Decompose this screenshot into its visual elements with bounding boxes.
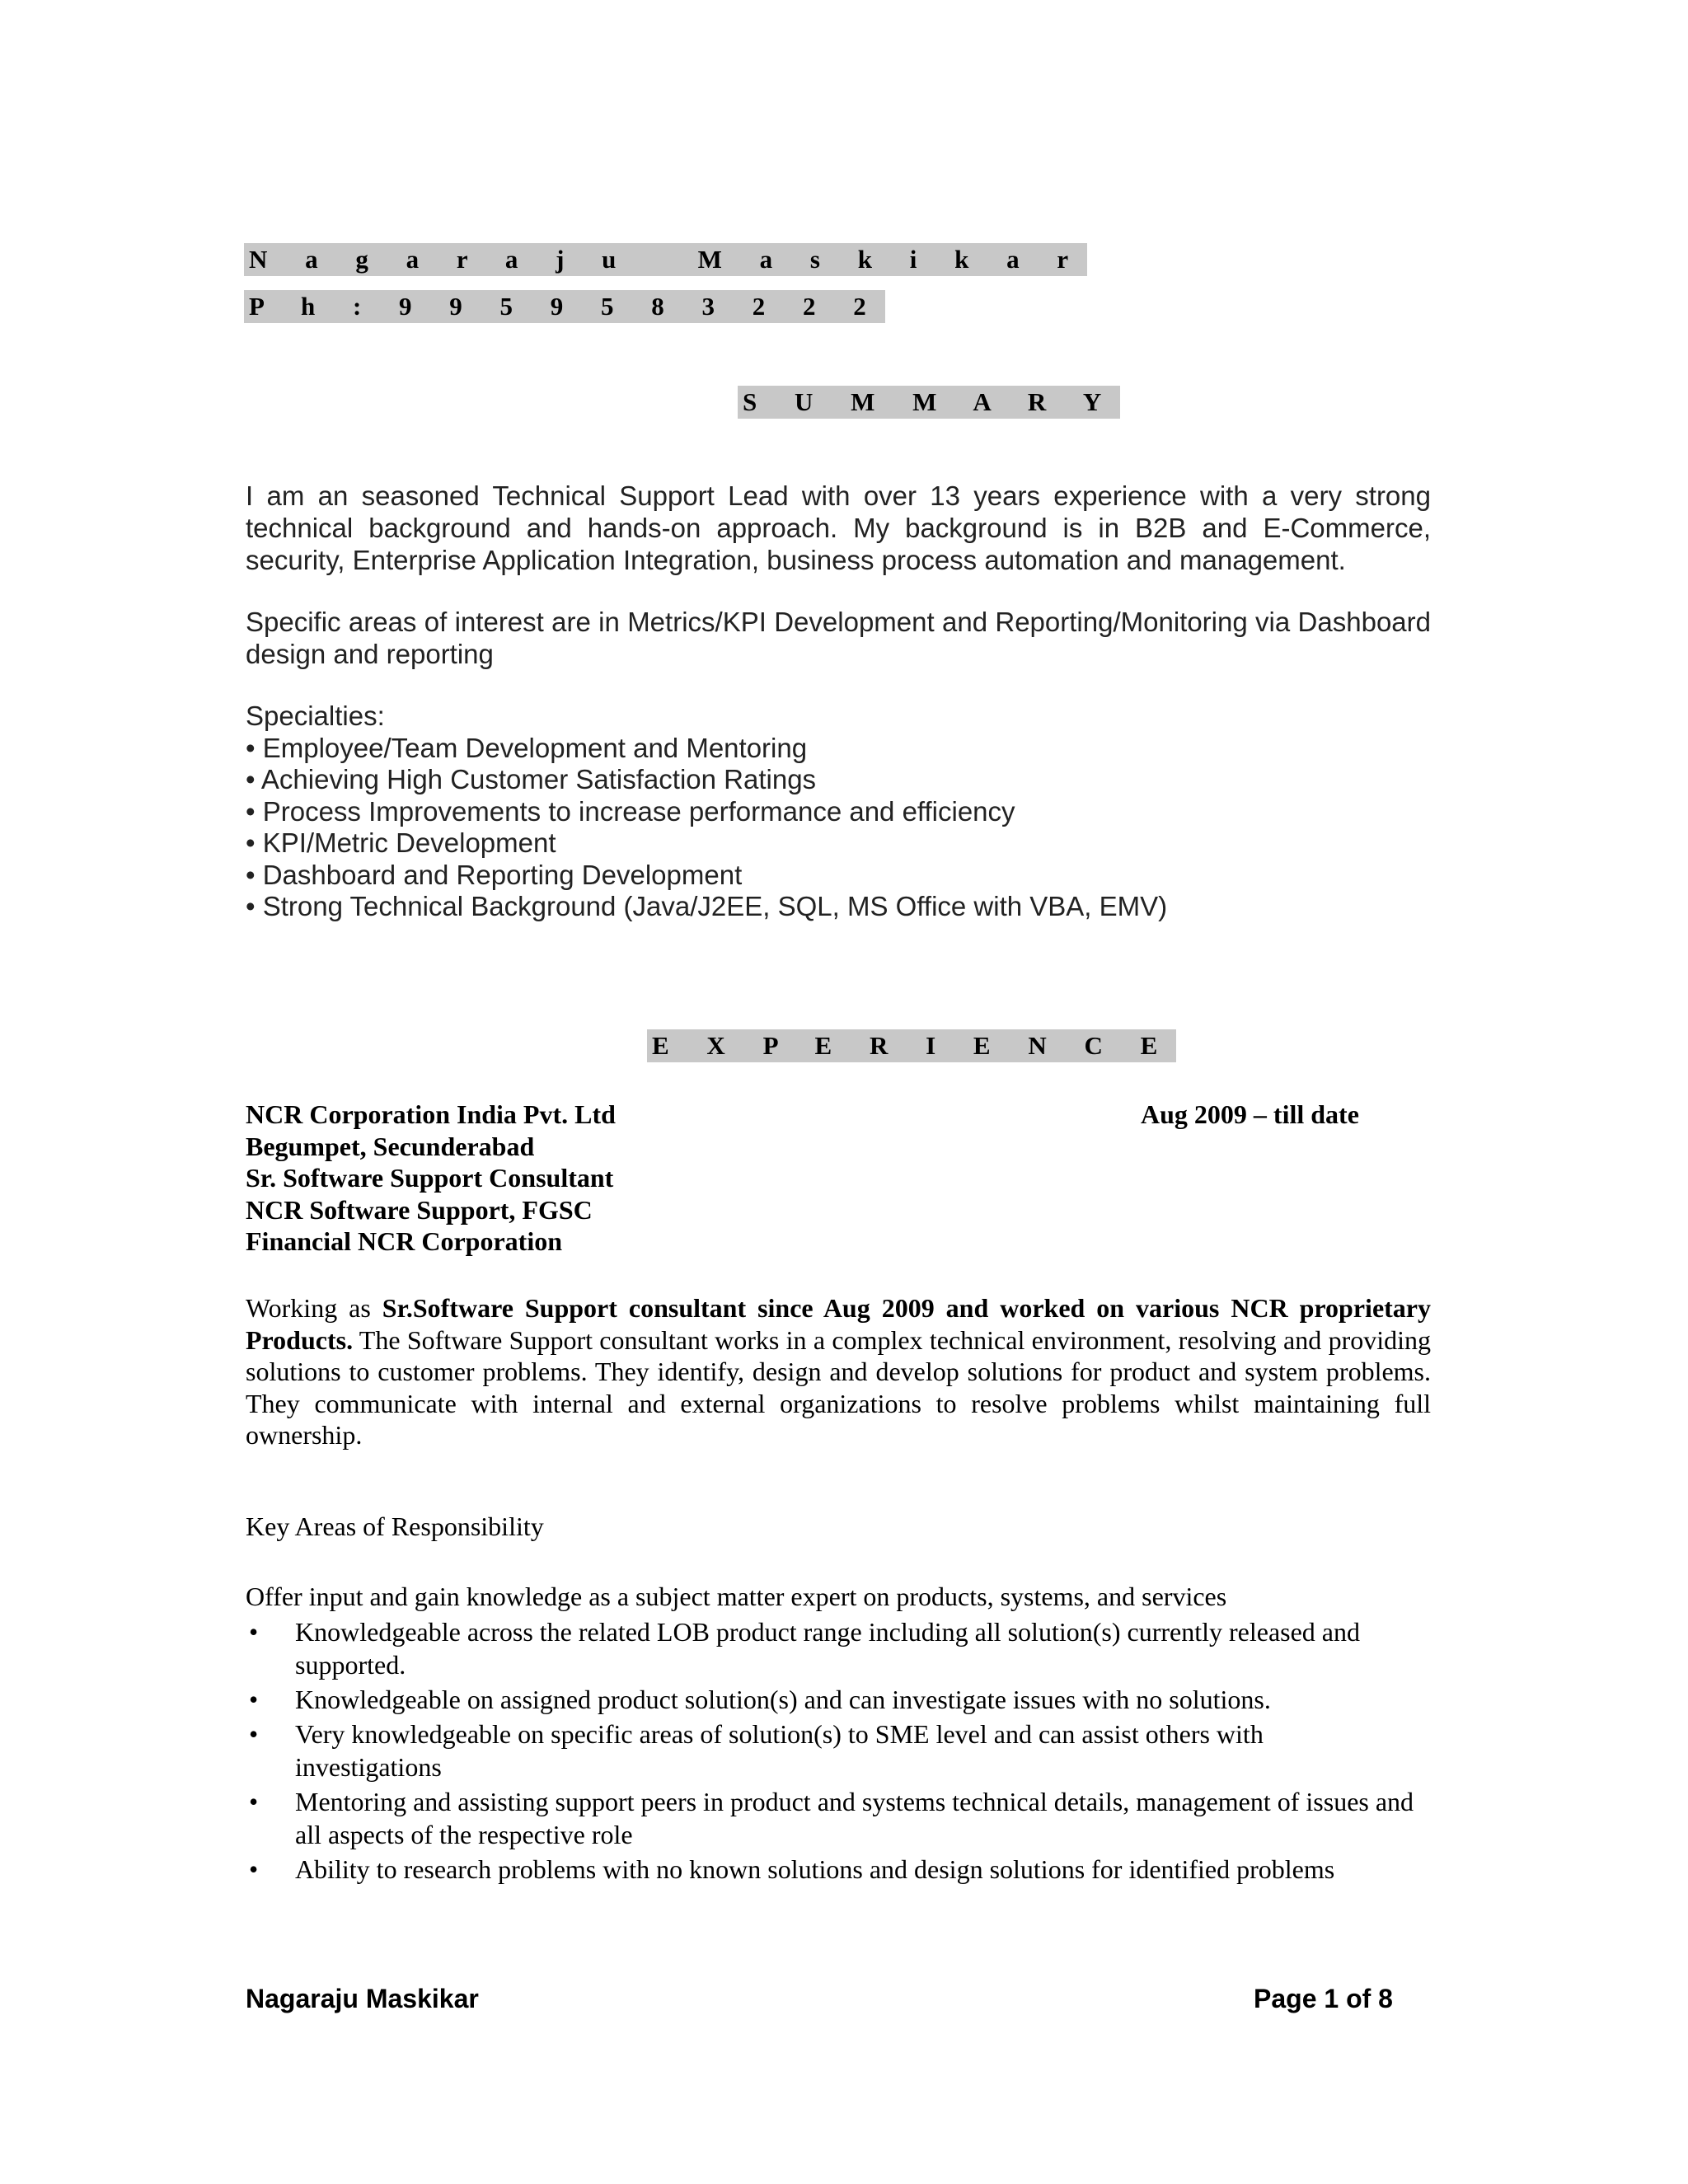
list-item bbox=[246, 1853, 1416, 1886]
phone-number: P h : 9 9 5 9 5 8 3 2 2 2 bbox=[244, 290, 885, 323]
company-name: NCR Corporation India Pvt. Ltd bbox=[246, 1099, 616, 1129]
work-intro: Working as bbox=[246, 1293, 382, 1323]
company-location: Begumpet, Secunderabad bbox=[246, 1131, 535, 1161]
offer-input-text: Offer input and gain knowledge as a subject matter expert on products, systems, and services bbox=[246, 1582, 1227, 1611]
key-areas-label: Key Areas of Responsibility bbox=[246, 1511, 544, 1541]
responsibility-text: Mentoring and assisting support peers in product and systems technical details, management of issues and all aspects of the respective role bbox=[295, 1787, 1414, 1849]
list-item bbox=[246, 1718, 1416, 1783]
list-item bbox=[246, 1785, 1416, 1851]
job-title: Sr. Software Support Consultant bbox=[246, 1163, 614, 1193]
responsibility-text: Knowledgeable across the related LOB product range including all solution(s) currently released and supported. bbox=[295, 1617, 1360, 1680]
work-description bbox=[246, 1292, 1431, 1451]
responsibility-text: Very knowledgeable on specific areas of solution(s) to SME level and can assist others with investigations bbox=[295, 1719, 1264, 1782]
experience-heading: E X P E R I E N C E bbox=[647, 1029, 1176, 1062]
list-item bbox=[246, 1615, 1416, 1681]
specialty-item: • Process Improvements to increase performance and efficiency bbox=[246, 795, 1015, 827]
bullet: • bbox=[249, 1617, 259, 1647]
specialty-item: • Dashboard and Reporting Development bbox=[246, 859, 743, 890]
department: NCR Software Support, FGSC bbox=[246, 1194, 593, 1225]
company-info bbox=[246, 1099, 616, 1258]
specialties-list bbox=[246, 701, 1167, 923]
list-item bbox=[246, 1683, 1416, 1716]
specialties-label: Specialties: bbox=[246, 701, 385, 731]
responsibilities-list bbox=[246, 1615, 1416, 1887]
organization: Financial NCR Corporation bbox=[246, 1226, 562, 1256]
candidate-name: N a g a r a j u M a s k i k a r bbox=[244, 243, 1087, 276]
specialty-item: • Employee/Team Development and Mentoring bbox=[246, 732, 808, 763]
specialty-item: • KPI/Metric Development bbox=[246, 827, 556, 858]
responsibility-text: Knowledgeable on assigned product solution(s) and can investigate issues with no solutions. bbox=[295, 1685, 1271, 1714]
work-details: The Software Support consultant works in a complex technical environment, resolving and providing solutions to customer problems. They identify, design and develop solutions for product and system problems. They communicate with internal and external organizations to resolve problems whilst maintaining full ownership. bbox=[246, 1324, 1431, 1450]
responsibility-text: Ability to research problems with no known solutions and design solutions for identified problems bbox=[295, 1854, 1335, 1884]
summary-heading: S U M M A R Y bbox=[738, 386, 1120, 419]
bullet: • bbox=[249, 1787, 259, 1816]
footer-name: Nagaraju Maskikar bbox=[246, 1984, 479, 2013]
interests-paragraph: Specific areas of interest are in Metrics/KPI Development and Reporting/Monitoring via Dashboard design and reporting bbox=[246, 607, 1431, 669]
page-number: Page 1 of 8 bbox=[1254, 1984, 1393, 2013]
employment-dates: Aug 2009 – till date bbox=[1141, 1099, 1359, 1129]
bullet: • bbox=[249, 1854, 259, 1884]
summary-paragraph: I am an seasoned Technical Support Lead with over 13 years experience with a very strong technical background and hands-on approach. My background is in B2B and E-Commerce, security, Enterprise Application Integration, business process automation and management. bbox=[246, 480, 1431, 575]
bullet: • bbox=[249, 1685, 259, 1714]
work-role-highlight: Sr.Software Support consultant since Aug 2009 and worked on various NCR proprietary Products. bbox=[246, 1293, 1432, 1355]
bullet: • bbox=[249, 1719, 259, 1749]
specialty-item: • Strong Technical Background (Java/J2EE, SQL, MS Office with VBA, EMV) bbox=[246, 891, 1168, 921]
specialty-item: • Achieving High Customer Satisfaction Ratings bbox=[246, 764, 817, 794]
